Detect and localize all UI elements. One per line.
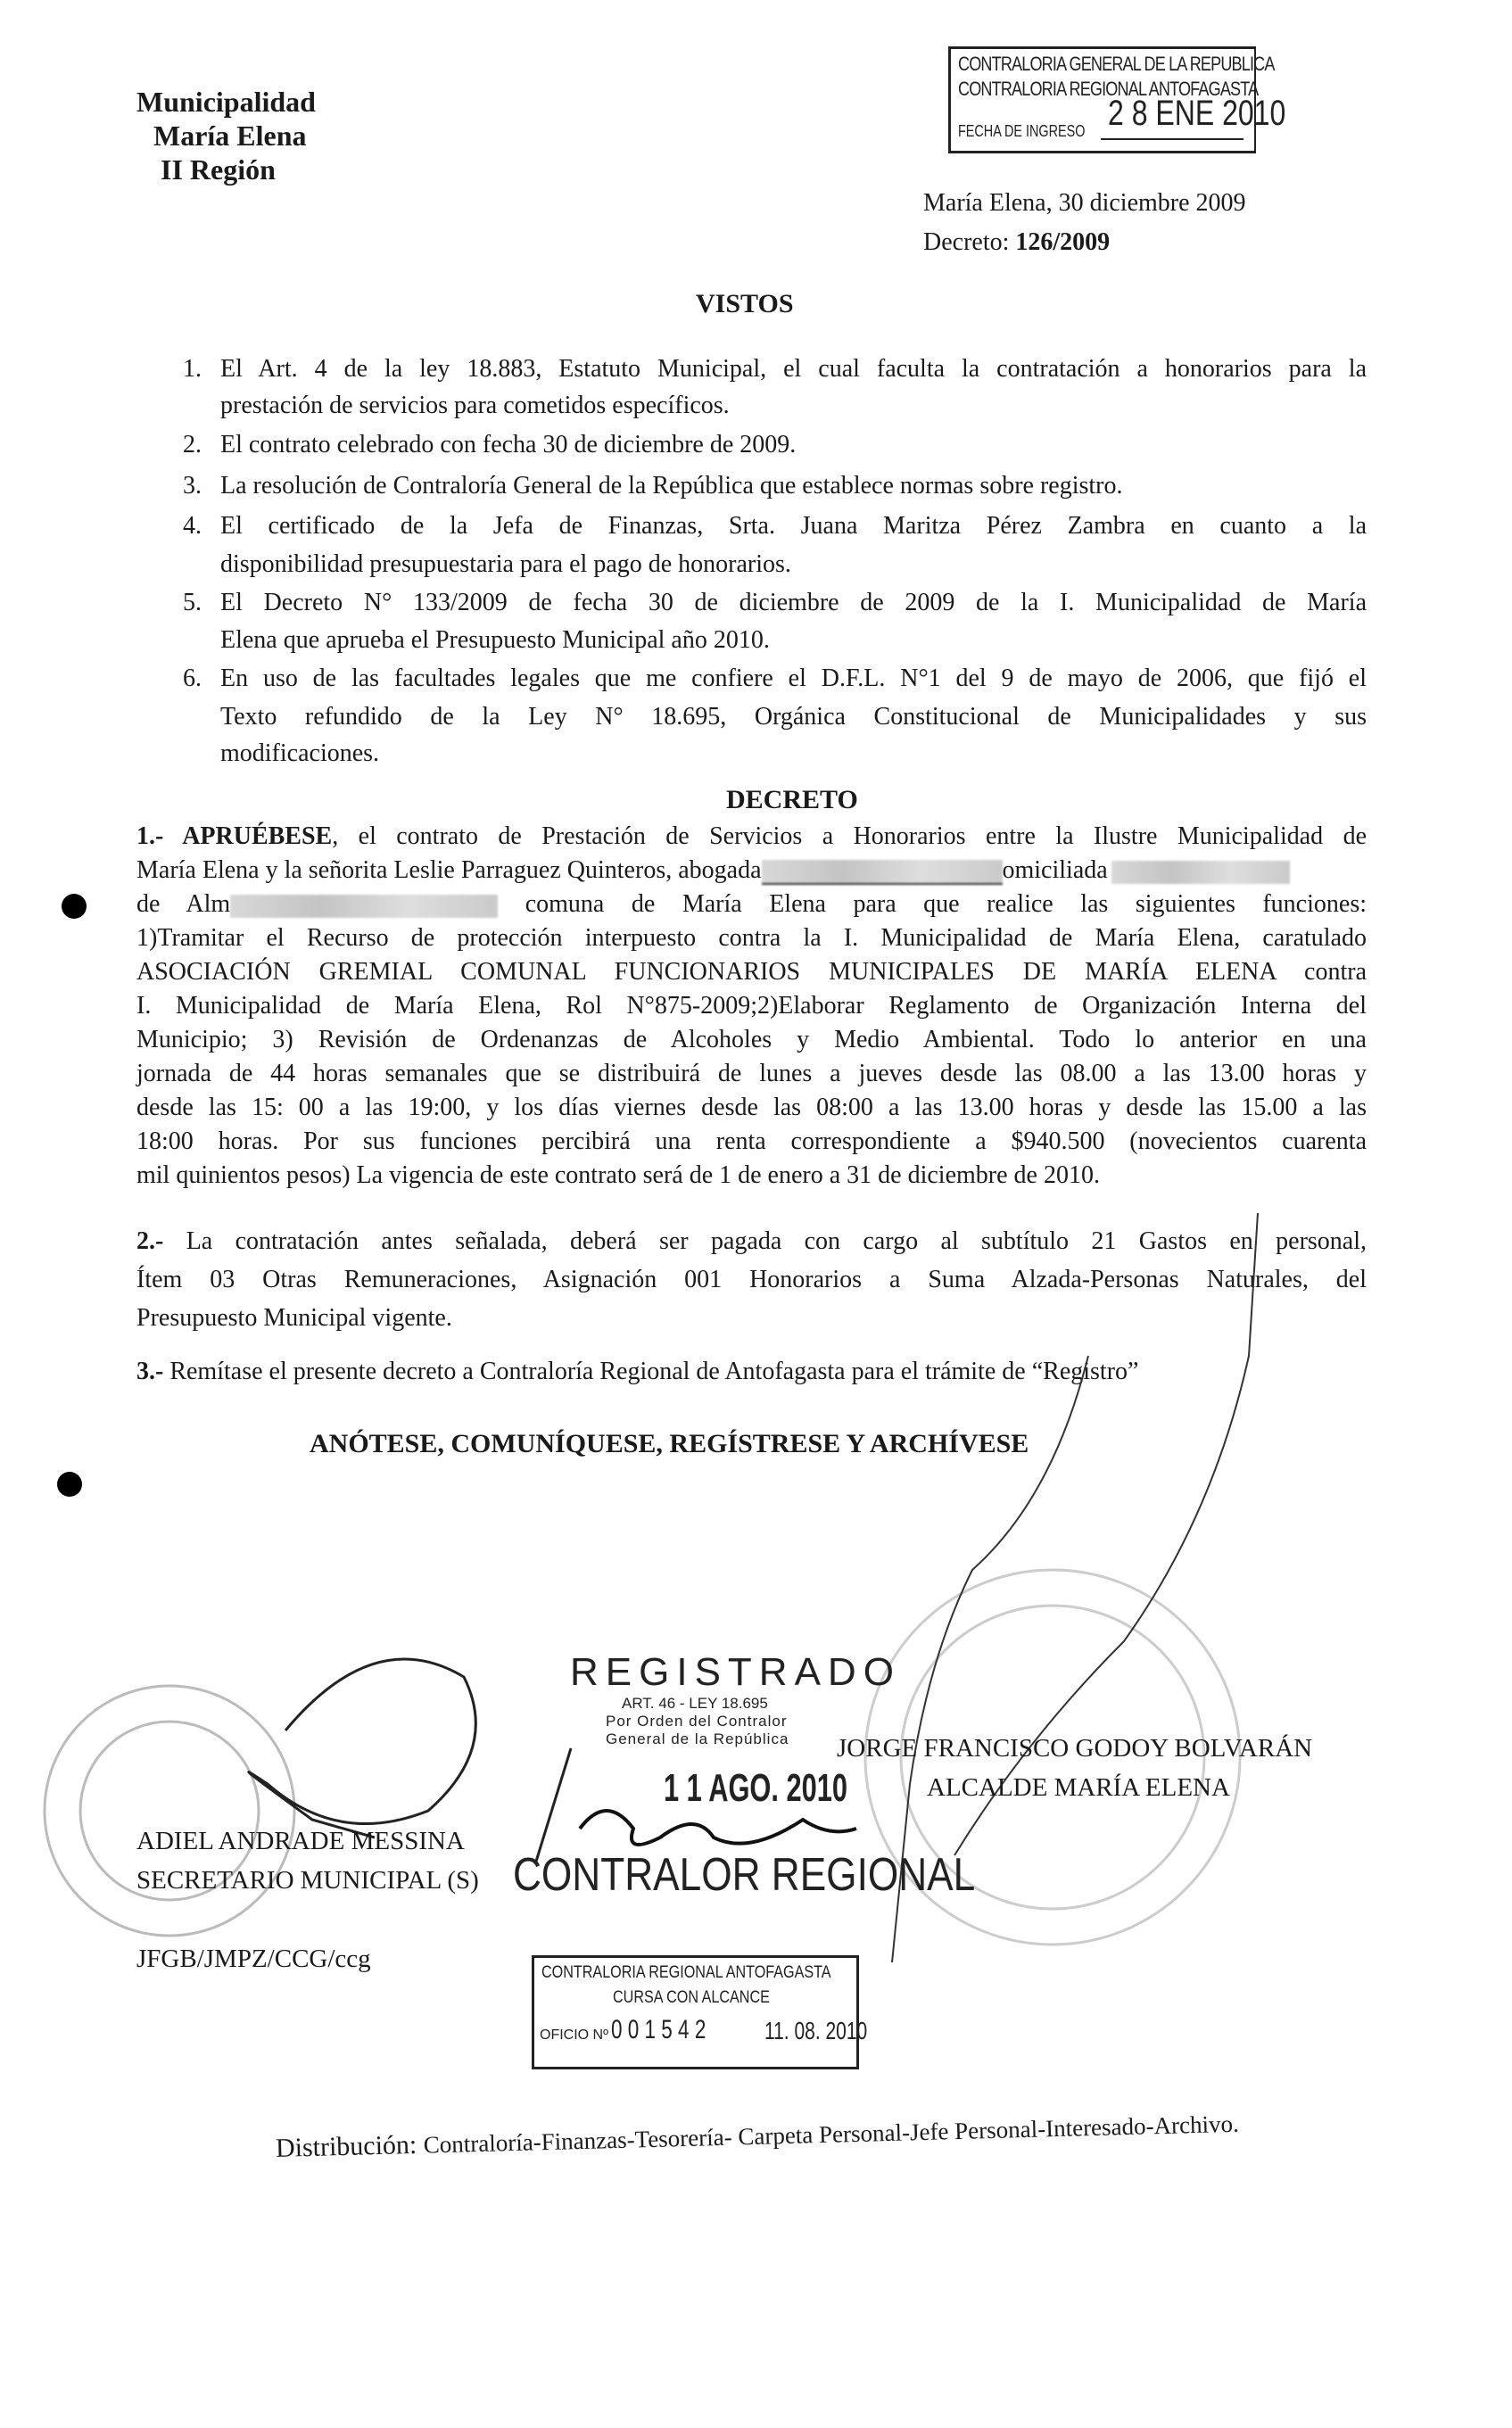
registrado-line-2: Por Orden del Contralor bbox=[606, 1713, 788, 1730]
registrado-title: REGISTRADO bbox=[570, 1650, 901, 1694]
article-line: ASOCIACIÓN GREMIAL COMUNAL FUNCIONARIOS MUNICIPALES DE MARÍA ELENA contra bbox=[136, 958, 1367, 986]
municipality-city: María Elena bbox=[153, 120, 307, 152]
article-text: La contratación antes señalada, deberá ser pagada con cargo al subtítulo 21 Gastos en personal, bbox=[186, 1227, 1367, 1255]
article-line: 1)Tramitar el Recurso de protección interpuesto contra la I. Municipalidad de María Elena, caratulado bbox=[136, 924, 1367, 952]
vistos-item-number: 1. bbox=[183, 355, 202, 383]
article-line: 18:00 horas. Por sus funciones percibirá una renta correspondiente a $940.500 (novecientos cuarenta bbox=[136, 1127, 1367, 1155]
mayor-title: ALCALDE MARÍA ELENA bbox=[927, 1773, 1230, 1802]
stamp-label: FECHA DE INGRESO bbox=[958, 122, 1086, 140]
article-line: I. Municipalidad de María Elena, Rol N°875-2009;2)Elaborar Reglamento de Organización Interna del bbox=[136, 992, 1367, 1020]
contralor-signature-icon bbox=[580, 1811, 856, 1845]
municipality-name: Municipalidad bbox=[136, 86, 316, 118]
article-number: 2.- bbox=[136, 1227, 186, 1255]
vistos-item-number: 3. bbox=[183, 472, 202, 500]
oficio-number: 0 0 1 5 4 2 bbox=[611, 2015, 706, 2044]
article-line: Ítem 03 Otras Remuneraciones, Asignación 001 Honorarios a Suma Alzada-Personas Naturales, del bbox=[136, 1266, 1367, 1293]
article-text: de Alm bbox=[136, 890, 231, 918]
article-text: comuna de María Elena para que realice las siguientes funciones: bbox=[525, 890, 1367, 918]
vistos-title: VISTOS bbox=[696, 289, 794, 318]
oficio-line-2: CURSA CON ALCANCE bbox=[613, 1988, 770, 2007]
vistos-item-number: 2. bbox=[183, 431, 202, 458]
article-number: 1.- bbox=[136, 822, 183, 850]
vistos-item-line: disponibilidad presupuestaria para el pago de honorarios. bbox=[220, 550, 791, 578]
municipality-region: II Región bbox=[161, 153, 276, 186]
article-text: omiciliada bbox=[1002, 856, 1108, 884]
vistos-item-number: 4. bbox=[183, 512, 202, 540]
punch-hole-icon bbox=[62, 894, 87, 919]
decree-label: Decreto: bbox=[923, 228, 1016, 256]
secretary-name: ADIEL ANDRADE MESSINA bbox=[136, 1827, 465, 1855]
contralor-regional: CONTRALOR REGIONAL bbox=[513, 1849, 976, 1901]
article-line: jornada de 44 horas semanales que se distribuirá de lunes a jueves desde las 08.00 a las 13.00 horas y bbox=[136, 1060, 1367, 1087]
decreto-title: DECRETO bbox=[726, 785, 858, 814]
left-seal-icon bbox=[45, 1686, 294, 1936]
vistos-item-line: Texto refundido de la Ley N° 18.695, Orgánica Constitucional de Municipalidades y sus bbox=[220, 703, 1367, 731]
article-line: Municipio; 3) Revisión de Ordenanzas de Alcoholes y Medio Ambiental. Todo lo anterior en una bbox=[136, 1026, 1367, 1053]
article-number: 3.- bbox=[136, 1358, 170, 1385]
vistos-item: El contrato celebrado con fecha 30 de diciembre de 2009. bbox=[220, 431, 797, 458]
vistos-item-number: 6. bbox=[183, 665, 202, 692]
vistos-item-line: prestación de servicios para cometidos específicos. bbox=[220, 392, 730, 419]
vistos-item-line: El Decreto N° 133/2009 de fecha 30 de diciembre de 2009 de la I. Municipalidad de María bbox=[220, 589, 1367, 616]
registrado-date: 1 1 AGO. 2010 bbox=[664, 1766, 848, 1810]
vistos-item-line: modificaciones. bbox=[220, 739, 380, 767]
vistos-item-number: 5. bbox=[183, 589, 202, 616]
distribution-list: Contraloría-Finanzas-Tesorería- Carpeta Personal-Jefe Personal-Interesado-Archivo. bbox=[423, 2110, 1240, 2159]
oficio-date: 11. 08. 2010 bbox=[764, 2017, 868, 2044]
vistos-item-line: Elena que aprueba el Presupuesto Municipal año 2010. bbox=[220, 626, 770, 654]
decree-number-value: 126/2009 bbox=[1015, 228, 1111, 256]
article-line: desde las 15: 00 a las 19:00, y los días viernes desde las 08:00 a las 13.00 horas y desde las 15.00 a las bbox=[136, 1094, 1367, 1121]
closing-formula: ANÓTESE, COMUNÍQUESE, REGÍSTRESE Y ARCHÍVESE bbox=[310, 1429, 1029, 1458]
article-text: , el contrato de Prestación de Servicios a Honorarios entre la Ilustre Municipalidad de bbox=[332, 822, 1367, 850]
article-text: Remítase el presente decreto a Contraloría Regional de Antofagasta para el trámite de “Registro” bbox=[169, 1358, 1139, 1385]
oficio-stamp bbox=[532, 1955, 868, 2069]
vistos-item: La resolución de Contraloría General de la República que establece normas sobre registro. bbox=[220, 472, 1123, 500]
oficio-label: OFICIO Nº bbox=[540, 2027, 608, 2043]
vistos-item-line: El Art. 4 de la ley 18.883, Estatuto Municipal, el cual faculta la contratación a honorarios para la bbox=[220, 355, 1367, 383]
distribution-label: Distribución: bbox=[275, 2129, 425, 2163]
article-line: Presupuesto Municipal vigente. bbox=[136, 1304, 452, 1332]
punch-hole-icon bbox=[57, 1472, 82, 1497]
vistos-item-line: En uso de las facultades legales que me confiere el D.F.L. N°1 del 9 de mayo de 2006, que fijó el bbox=[220, 665, 1367, 692]
registrado-line-1: ART. 46 - LEY 18.695 bbox=[622, 1695, 768, 1712]
registrado-line-3: General de la República bbox=[606, 1730, 789, 1747]
stamp-date: 2 8 ENE 2010 bbox=[1108, 94, 1286, 133]
place-date: María Elena, 30 diciembre 2009 bbox=[923, 189, 1246, 217]
mayor-name: JORGE FRANCISCO GODOY BOLVARÁN bbox=[837, 1734, 1313, 1763]
stamp-line-2: CONTRALORIA REGIONAL ANTOFAGASTA bbox=[958, 78, 1259, 100]
secretary-title: SECRETARIO MUNICIPAL (S) bbox=[136, 1866, 479, 1895]
oficio-line-1: CONTRALORIA REGIONAL ANTOFAGASTA bbox=[541, 1963, 831, 1982]
article-line: mil quinientos pesos) La vigencia de este contrato será de 1 de enero a 31 de diciembre de 2010. bbox=[136, 1161, 1100, 1189]
vistos-item-line: El certificado de la Jefa de Finanzas, Srta. Juana Maritza Pérez Zambra en cuanto a la bbox=[220, 512, 1367, 540]
initials: JFGB/JMPZ/CCG/ccg bbox=[136, 1945, 371, 1973]
article-text: María Elena y la señorita Leslie Parraguez Quinteros, abogada bbox=[136, 856, 762, 884]
article-verb: APRUÉBESE bbox=[182, 822, 333, 850]
stamp-line-1: CONTRALORIA GENERAL DE LA REPUBLICA bbox=[958, 53, 1275, 75]
